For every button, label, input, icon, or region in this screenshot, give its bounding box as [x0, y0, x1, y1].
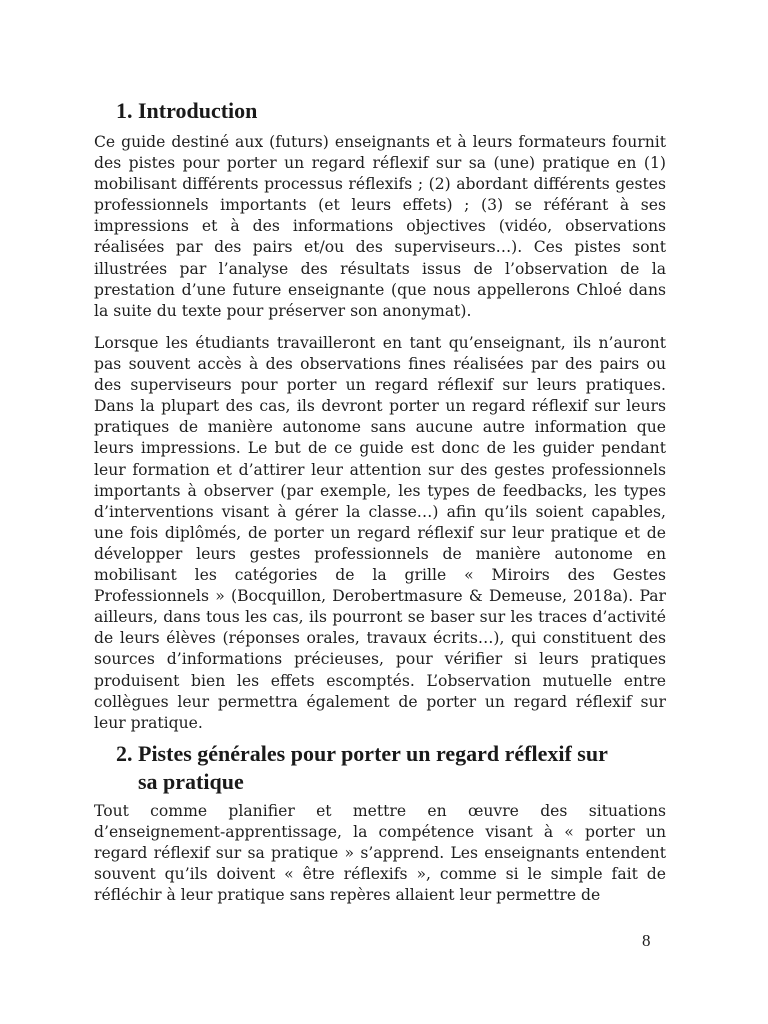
paragraph-pistes-1: Tout comme planifier et mettre en œuvre des situations d’enseignement-apprentissage, la compétence visant à « porter un regard réflexif sur sa pratique » s’apprend. Les enseignants entendent souvent qu’ils doivent « être réflexifs », comme si le simple fait de réfléchir à leur pratique sans repères allaient leur permettre de: [94, 802, 666, 905]
section-heading-introduction: 1. Introduction: [116, 98, 258, 123]
heading-line-1: 2. Pistes générales pour porter un regard réflexif sur: [116, 741, 608, 766]
paragraph-intro-1: Ce guide destiné aux (futurs) enseignants et à leurs formateurs fournit des pistes pour porter un regard réflexif sur sa (une) pratique en (1) mobilisant différents processus réflexifs ; (2) abordant différents gestes professionnels importants (et leurs effets) ; (3) se référant à ses impressions et à des informations objectives (vidéo, observations réalisées par des pairs et/ou des superviseurs…). Ces pistes sont illustrées par l’analyse des résultats issus de l’observation de la prestation d’une future enseignante (que nous appellerons Chloé dans la suite du texte pour préserver son anonymat).: [94, 133, 666, 320]
page-number: 8: [642, 931, 651, 950]
paragraph-intro-2: Lorsque les étudiants travailleront en tant qu’enseignant, ils n’auront pas souvent accès à des observations fines réalisées par des pairs ou des superviseurs pour porter un regard réflexif sur leurs pratiques. Dans la plupart des cas, ils devront porter un regard réflexif sur leurs pratiques de manière autonome sans aucune autre information que leurs impressions. Le but de ce guide est donc de les guider pendant leur formation et d’attirer leur attention sur des gestes professionnels importants à observer (par exemple, les types de feedbacks, les types d’interventions visant à gérer la classe…) afin qu’ils soient capables, une fois diplômés, de porter un regard réflexif sur leur pratique et de développer leurs gestes professionnels de manière autonome en mobilisant les catégories de la grille « Miroirs des Gestes Professionnels » (Bocquillon, Derobertmasure & Demeuse, 2018a). Par ailleurs, dans tous les cas, ils pourront se baser sur les traces d’activité de leurs élèves (réponses orales, travaux écrits…), qui constituent des sources d’informations précieuses, pour vérifier si leurs pratiques produisent bien les effets escomptés. L’observation mutuelle entre collègues leur permettra également de porter un regard réflexif sur leur pratique.: [94, 334, 666, 732]
section-heading-pistes-generales: [116, 740, 676, 796]
heading-line-2: sa pratique: [138, 769, 244, 794]
